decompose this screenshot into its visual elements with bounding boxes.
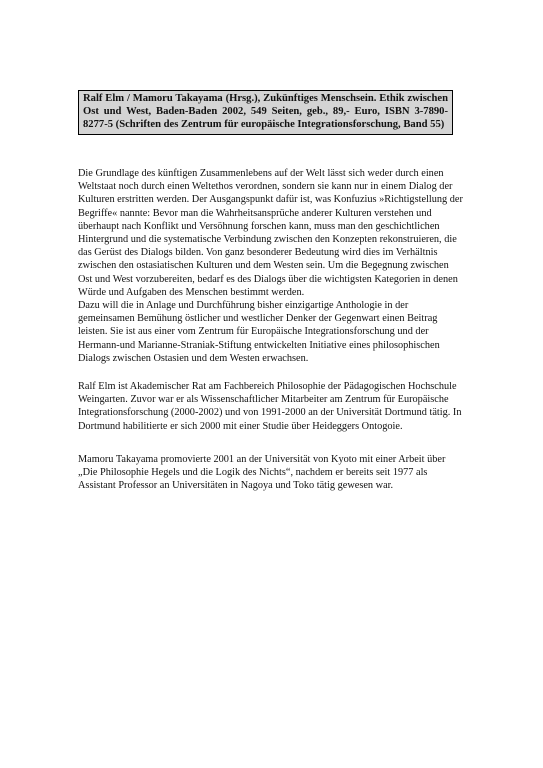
author-bio-elm: Ralf Elm ist Akademischer Rat am Fachbereich Philosophie der Pädagogischen Hochschule Weingarten. Zuvor war er als Wissenschaftlicher Mitarbeiter am Zentrum für Europäische Integrationsforschung (2000-2002) und von 1991-2000 an der Universität Dortmund tätig. In Dortmund habilitierte er sich 2000 mit einer Studie über Heideggers Ontogoie. bbox=[78, 381, 462, 432]
description-paragraph-part: Dazu will die in Anlage und Durchführung bisher einzigartige Anthologie in der gemeinsamen Bemühung östlicher und westlicher Denker der Gegenwart einen Beitrag leisten. Sie ist aus einer vom Zentrum für Europäische Integrationsforschung und der Hermann-und Marianne-Straniak-Stiftung entwickelten Initiative eines philosophischen Dialogs zwischen Ostasien und dem Westen erwachsen. bbox=[78, 300, 440, 364]
citation-header-box bbox=[78, 90, 453, 135]
description-paragraph-part: Die Grundlage des künftigen Zusammenlebens auf der Welt lässt sich weder durch einen Weltstaat noch durch einen Weltethos verordnen, sondern sie kann nur in einem Dialog der Kulturen erstritten werden. Der Ausgangspunkt dafür ist, was Konfuzius »Richtigstellung der Begriffe« nannte: Bevor man die Wahrheitsansprüche anderer Kulturen verstehen und überhaupt nach Konflikt und Versöhnung forschen kann, muss man den geschichtlichen Hintergrund und die systematische Verbindung zwischen den Konzepten rekonstruieren, die das Gerüst des Dialogs bilden. Von ganz besonderer Bedeutung wird dies im Verhältnis zwischen den ostasiatischen Kulturen und dem Westen sein. Um die Begegnung zwischen Ost und West vorzubereiten, bedarf es des Dialogs über die wichtigsten Kategorien in denen Würde und Aufgaben des Menschen bestimmt werden. bbox=[78, 168, 463, 298]
citation-text: Ralf Elm / Mamoru Takayama (Hrsg.), Zukünftiges Menschsein. Ethik zwischen Ost und West, Baden-Baden 2002, 549 Seiten, geb., 89,- Euro, ISBN 3-7890-8277-5 (Schriften des Zentrum für europäische Integrationsforschung, Band 55) bbox=[83, 93, 448, 131]
description-paragraph bbox=[78, 167, 463, 365]
author-bio-takayama: Mamoru Takayama promovierte 2001 an der Universität von Kyoto mit einer Arbeit über „Die Philosophie Hegels und die Logik des Nichts“, nachdem er bereits seit 1977 als Assistant Professor an Universitäten in Nagoya und Toko tätig gewesen war. bbox=[78, 454, 446, 492]
